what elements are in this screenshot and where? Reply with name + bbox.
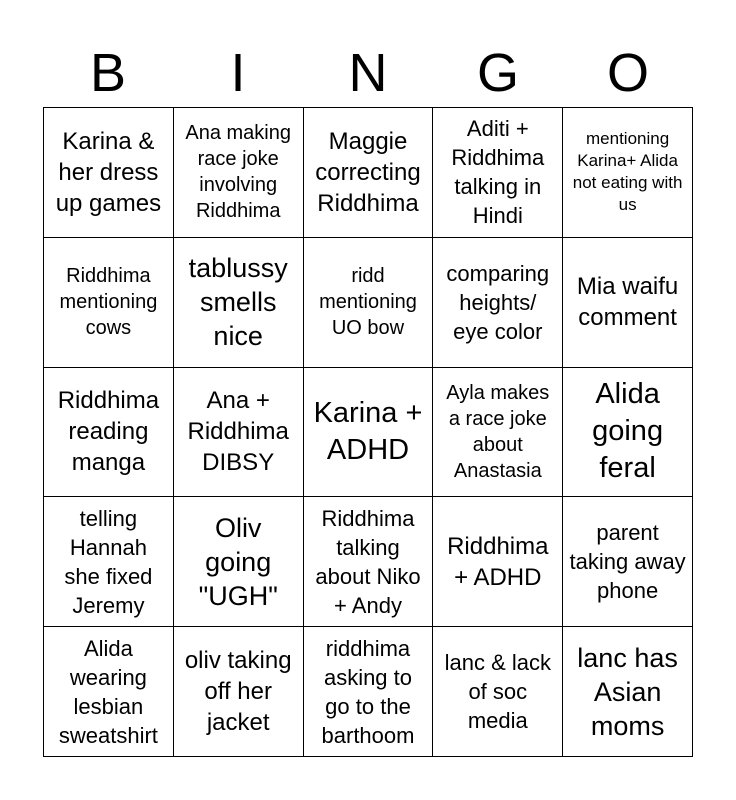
bingo-cell[interactable] — [433, 368, 563, 498]
bingo-cell-text: tablussy smells nice — [188, 253, 288, 352]
bingo-cell[interactable] — [433, 238, 563, 368]
bingo-cell[interactable] — [174, 627, 304, 757]
bingo-cell[interactable] — [433, 627, 563, 757]
bingo-cell-text: Aditi + Riddhima talking in Hindi — [451, 116, 545, 229]
bingo-cell-text: Karina + ADHD — [313, 396, 423, 466]
bingo-cell-text: Alida wearing lesbian sweatshirt — [58, 635, 158, 748]
bingo-cell[interactable] — [563, 108, 693, 238]
bingo-cell[interactable] — [304, 497, 434, 627]
bingo-cell-text: telling Hannah she fixed Jeremy — [64, 505, 153, 618]
header-letter-o: O — [606, 43, 649, 103]
bingo-cell-text: oliv taking off her jacket — [184, 647, 292, 737]
bingo-header — [43, 40, 693, 106]
bingo-cell-text: lanc has Asian moms — [577, 642, 678, 741]
bingo-cell-text: Riddhima + ADHD — [447, 532, 549, 591]
bingo-cell-text: Riddhima reading manga — [57, 387, 160, 477]
bingo-cell[interactable] — [44, 497, 174, 627]
bingo-cell-text: Mia waifu comment — [576, 273, 679, 332]
bingo-cell-text: Ana + Riddhima DIBSY — [187, 387, 289, 477]
bingo-cell[interactable] — [44, 368, 174, 498]
bingo-cell[interactable] — [304, 368, 434, 498]
bingo-cell-text: Ayla makes a race joke about Anastasia — [446, 381, 550, 482]
bingo-cell-text: riddhima asking to go to the barthoom — [321, 635, 415, 748]
bingo-cell-text: Oliv going "UGH" — [198, 512, 278, 611]
bingo-cell-text: Maggie correcting Riddhima — [315, 127, 421, 217]
header-letter-n: N — [348, 43, 388, 103]
bingo-cell-text: Riddhima mentioning cows — [59, 265, 158, 340]
bingo-cell-text: comparing heights/ eye color — [446, 260, 550, 344]
bingo-cell[interactable] — [44, 238, 174, 368]
bingo-cell[interactable] — [304, 238, 434, 368]
bingo-cell[interactable] — [174, 368, 304, 498]
bingo-cell-text: mentioning Karina+ Alida not eating with us — [572, 129, 683, 215]
bingo-cell[interactable] — [433, 497, 563, 627]
bingo-cell-text: lanc & lack of soc media — [444, 650, 551, 734]
bingo-card-grid — [43, 107, 693, 757]
bingo-cell[interactable] — [433, 108, 563, 238]
header-letter-b: B — [89, 43, 127, 103]
bingo-cell-text: Ana making race joke involving Riddhima — [185, 122, 291, 223]
bingo-cell[interactable] — [563, 497, 693, 627]
bingo-cell[interactable] — [44, 627, 174, 757]
bingo-cell-text: Riddhima talking about Niko + Andy — [315, 505, 421, 618]
bingo-cell[interactable] — [174, 497, 304, 627]
bingo-cell[interactable] — [304, 108, 434, 238]
bingo-cell-text: ridd mentioning UO bow — [319, 265, 417, 340]
header-letter-i: I — [230, 43, 246, 103]
bingo-cell-text: Karina & her dress up games — [55, 127, 162, 217]
bingo-cell[interactable] — [174, 238, 304, 368]
bingo-cell-text: Alida going feral — [592, 378, 664, 485]
bingo-cell[interactable] — [563, 627, 693, 757]
bingo-cell[interactable] — [563, 238, 693, 368]
bingo-cell-text: parent taking away phone — [569, 520, 686, 604]
header-letter-g: G — [476, 43, 519, 103]
bingo-cell[interactable] — [44, 108, 174, 238]
bingo-cell[interactable] — [304, 627, 434, 757]
bingo-cell[interactable] — [174, 108, 304, 238]
bingo-cell[interactable] — [563, 368, 693, 498]
